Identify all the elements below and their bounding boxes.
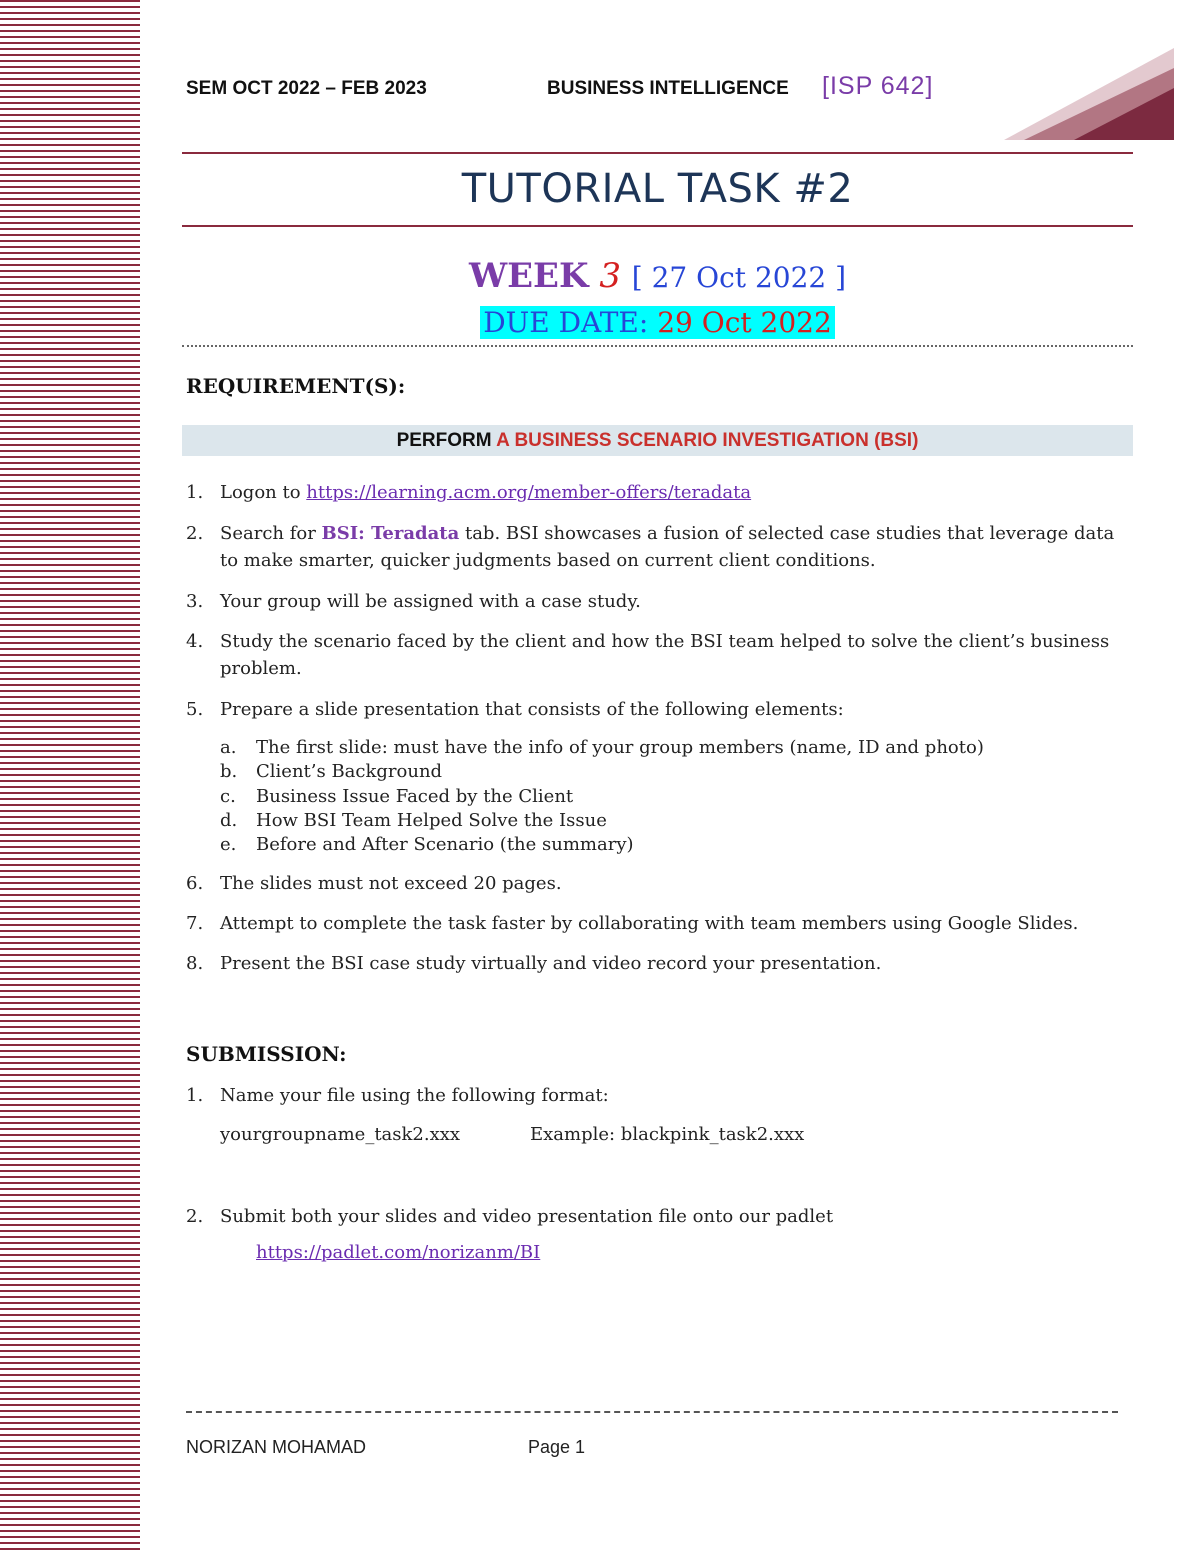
sub-item-text: How BSI Team Helped Solve the Issue (256, 810, 607, 831)
footer-page-number: Page 1 (528, 1437, 586, 1457)
bsi-teradata-label: BSI: Teradata (321, 523, 460, 544)
item-text: Submit both your slides and video presentation file onto our padlet (220, 1206, 834, 1227)
footer-author: NORIZAN MOHAMAD (186, 1437, 366, 1457)
item-number: 7. (186, 913, 204, 934)
course-code: [ISP 642] (822, 72, 934, 100)
week-line (182, 256, 1133, 296)
sub-item-text: Client’s Background (256, 761, 443, 782)
acm-link[interactable]: https://learning.acm.org/member-offers/teradata (306, 482, 752, 503)
sub-item-letter: c. (220, 786, 236, 807)
sub-item-letter: e. (220, 834, 237, 855)
semester-label: SEM OCT 2022 – FEB 2023 (186, 78, 427, 99)
sub-list-item (220, 785, 1120, 809)
due-date-value: 29 Oct 2022 (657, 306, 832, 339)
sub-item-letter: b. (220, 761, 238, 782)
title-rule-top (182, 152, 1133, 154)
requirements-heading: REQUIREMENT(S): (186, 374, 406, 398)
item-text: Prepare a slide presentation that consists of the following elements: (220, 699, 844, 720)
list-item (186, 588, 1136, 615)
item-number: 2. (186, 1206, 204, 1227)
title-rule-bottom (182, 225, 1133, 227)
item-text: Logon to (220, 482, 307, 503)
item-text: Present the BSI case study virtually and video record your presentation. (220, 953, 882, 974)
list-item (186, 479, 1136, 506)
list-item (186, 628, 1136, 682)
decorative-stripes (0, 0, 140, 1553)
corner-decoration (1004, 48, 1174, 140)
padlet-link[interactable]: https://padlet.com/norizanm/BI (256, 1242, 541, 1263)
week-label: WEEK (468, 256, 589, 296)
list-item (186, 910, 1136, 937)
item-number: 1. (186, 1085, 204, 1106)
due-date-line (182, 306, 1133, 339)
page-title: TUTORIAL TASK #2 (461, 166, 854, 212)
sub-item-letter: d. (220, 810, 238, 831)
file-example: Example: blackpink_task2.xxx (530, 1124, 805, 1145)
item-number: 5. (186, 699, 204, 720)
sub-list-item (220, 809, 1120, 833)
item-text: Name your file using the following format: (220, 1085, 609, 1106)
item-number: 8. (186, 953, 204, 974)
list-item (186, 950, 1136, 977)
item-text: Attempt to complete the task faster by collaborating with team members using Google Slides. (220, 913, 1079, 934)
item-text: Search for (220, 523, 322, 544)
list-item (186, 696, 1136, 723)
item-text: The slides must not exceed 20 pages. (220, 873, 562, 894)
sub-list-item (220, 760, 1120, 784)
submission-heading: SUBMISSION: (186, 1042, 347, 1066)
sub-item-text: Business Issue Faced by the Client (256, 786, 574, 807)
due-date-highlight (480, 306, 835, 339)
banner-text: A BUSINESS SCENARIO INVESTIGATION (BSI) (496, 430, 919, 451)
due-date-label: DUE DATE: (483, 306, 649, 339)
list-item (186, 1082, 1136, 1109)
week-date: [ 27 Oct 2022 ] (631, 261, 847, 294)
sub-item-text: The first slide: must have the info of your group members (name, ID and photo) (256, 737, 984, 758)
page-header (186, 72, 986, 100)
item-number: 4. (186, 631, 204, 652)
sub-item-letter: a. (220, 737, 237, 758)
task-banner (182, 425, 1133, 456)
sub-list-item (220, 736, 1120, 760)
banner-prefix: PERFORM (396, 430, 492, 451)
file-format: yourgroupname_task2.xxx (220, 1124, 461, 1145)
list-item (186, 1203, 1136, 1230)
week-number: 3 (599, 256, 621, 296)
item-number: 1. (186, 482, 204, 503)
item-text: tab. BSI showcases a fusion of selected case studies that leverage data to make smarter, quicker judgments based on current client conditions. (220, 523, 1115, 571)
item-number: 6. (186, 873, 204, 894)
item-text: Your group will be assigned with a case study. (220, 591, 641, 612)
item-number: 3. (186, 591, 204, 612)
sub-list-item (220, 833, 1120, 857)
list-item (186, 870, 1136, 897)
section-divider (182, 345, 1133, 347)
course-name: BUSINESS INTELLIGENCE (547, 78, 789, 99)
footer-divider (186, 1411, 1118, 1413)
item-number: 2. (186, 523, 204, 544)
item-text: Study the scenario faced by the client and how the BSI team helped to solve the client’s business problem. (220, 631, 1110, 679)
sub-item-text: Before and After Scenario (the summary) (256, 834, 634, 855)
list-item (186, 520, 1136, 574)
